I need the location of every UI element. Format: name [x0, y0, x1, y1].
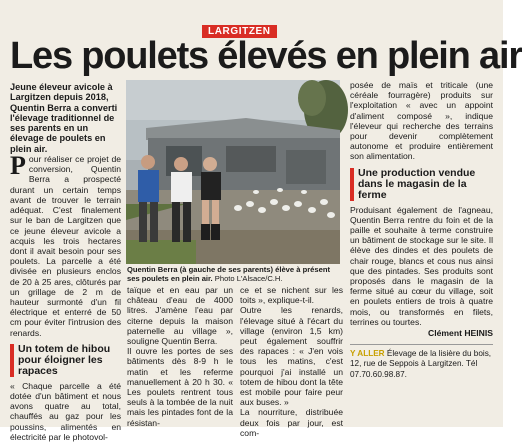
paragraph: ce et se nichent sur les toits », explique-t-il.	[240, 285, 343, 306]
paragraph: taïque et en eau par un château d'eau de 4000 litres. J'amène l'eau par citerne depuis la maison paternelle au village », souligne Quentin Berra.	[127, 285, 233, 347]
paragraph: La nourriture, distribuée deux fois par jour, est com-	[240, 407, 343, 438]
paragraph: Produisant également de l'agneau, Quentin Berra rentre du foin et de la paille et souhaite à terme construire un bâtiment de stockage sur le site. Il élève des dindes et des poulets de chair rouge, blancs et cous nus ainsi que des pintades. Ses produits sont proposés dans le magasin de la ferme situé au cœur du village, soit en poulets entiers de trois à quatre mois, ou transformés en filets, terrines ou tourtes.	[350, 204, 493, 327]
drop-cap: P	[10, 151, 26, 181]
author-signature: Clément HEINIS	[428, 328, 493, 339]
info-label: Y ALLER	[350, 349, 385, 359]
info-box	[350, 344, 493, 380]
paragraph: Outre les renards, l'élevage situé à l'écart du village (environ 1,5 km) peut également souffrir des rapaces : « J'en vois tous les matins, c'est pourquoi j'ai installé un totem de hibou dont la tête est mobile pour faire peur aux buses. »	[240, 305, 343, 408]
photo-credit: Photo L'Alsace/C.H.	[214, 274, 283, 283]
paragraph-text: our réaliser ce projet de conversion, Quentin Berra a prospecté durant un certain temps avant de trouver le terrain adéquat. C'est finalement sur le ban de Largitzen que ce jeune éleveur avicole a acquis les trois hectares dont il avait besoin pour ses poulets. La parcelle a été divisée en plusieurs enclos de 20 à 25 ares, clôturés par un grillage de 2 m de hauteur surmonté d'un fil électrique et enterré de 50 cm pour éviter l'intrusion des renards.	[10, 154, 121, 338]
photo-illustration	[126, 80, 340, 264]
column-2	[127, 285, 233, 428]
photo-caption	[127, 265, 339, 283]
headline: Les poulets élevés en plein air	[10, 35, 522, 77]
section-tag: LARGITZEN	[202, 25, 277, 38]
paragraph: posée de maïs et triticale (une céréale fourragère) produits sur l'exploitation « avec un appoint d'aliment composé », indique l'éleveur qui recherche des terrains pour devenir complètement autonome et produire entièrement son alimentation.	[350, 80, 493, 162]
farm-photo	[126, 80, 340, 264]
paragraph: « Chaque parcelle a été dotée d'un bâtiment et nous avons quatre au total, chauffés au gaz pour les poussins, alimentés en électricité par le photovol-	[10, 380, 121, 442]
lead-paragraph: Jeune éleveur avicole à Largitzen depuis 2018, Quentin Berra a converti l'élevage traditionnel de ses parents en un élevage de poulets en plein air.	[10, 82, 118, 154]
column-1	[10, 82, 121, 442]
column-4	[350, 80, 493, 380]
column-3	[240, 285, 343, 438]
subheading-production: Une production vendue dans le magasin de la ferme	[350, 168, 493, 201]
subheading-totem: Un totem de hibou pour éloigner les rapaces	[10, 344, 121, 377]
info-text: Élevage de la lisière du bois, 12, rue de Seppois à Largitzen. Tél 07.70.60.98.87.	[350, 349, 492, 379]
paragraph: Il ouvre les portes de ses bâtiments dès 8-9 h le matin et les referme manuellement à 20 h 30. « Les poulets rentrent tous seuls à la tombée de la nuit mais les pintades font de la résistan-	[127, 346, 233, 428]
caption-text: Quentin Berra (à gauche de ses parents) élève à présent ses poulets en plein air.	[127, 265, 330, 283]
paragraph	[10, 151, 121, 338]
